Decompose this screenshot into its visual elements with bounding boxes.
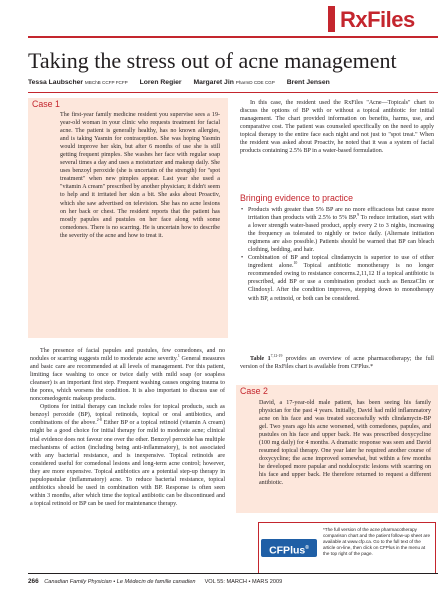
body-paragraph: The presence of facial papules and pustules, few comedones, and no nodules or scarring suggests mild to moderate acne severity.$^1$ General measures and basic care are recommended at all levels of management. For this patient, limiting face washing to once or twice daily with mild soap (or soapless cleanser) is an important first step. Frequent washing causes ongoing trauma to the pores, which worsens the condition. It is also important to discuss use of noncomedogenic makeup products.	[30, 348, 225, 403]
author-credentials: MBChB CCFP FCFP	[84, 80, 128, 85]
left-body	[30, 347, 225, 508]
case2-heading: Case 2	[240, 386, 268, 396]
reference-mark: 2-8	[96, 418, 102, 423]
table-note: Table 1$^{7,12-19}$ provides an overview of acne pharmacotherapy; the full version of the RxFiles chart is available from CFPlus.*	[240, 353, 434, 371]
list-item: • Products with greater than 5% BP are no more efficacious but cause more irritation than products with 2.5% to 5% BP.$^9$ To reduce irritation, start with a lower strength water-based product, apply every 2 to 3 nights, increasing the frequency as tolerated to nightly or twice daily. (Alternate initiation regimens are also possible.) Patients should be warned that BP can bleach clothing, bedding, and hair.	[248, 206, 434, 254]
author-name: Tessa Laubscher	[28, 79, 84, 86]
intro-paragraph: In this case, the resident used the RxFiles "Acne—Topicals" chart to discuss the options of BP with or without a topical antibiotic for initial management. The chart provided information on benefits, harms, use, and comparative cost. The patient was counseled specifically on the need to apply topical therapy to the entire face each night and not just to "spot treat." When the resident was asked about Proactiv, he noted that it was a system of facial products containing 2.5% BP in a water-based formulation.	[240, 100, 434, 155]
evidence-list	[240, 206, 434, 303]
author-name: Margaret Jin	[193, 79, 234, 86]
list-item: • Combination of BP and topical clindamycin is superior to use of either ingredient alone.$^{10}$ Topical antibiotic monotherapy is no longer recommended owing to resistance concerns.2,11,12 If a topical antibiotic is prescribed, add BP or use a combination product such as BenzaClin or Clindoxyl. After the condition improves, stepping down to monotherapy with BP, a retinoid, or both can be considered.	[248, 254, 434, 302]
reference-mark: 7,12-19	[270, 353, 283, 358]
cfplus-note: *The full version of the acne pharmacotherapy comparison chart and the patient follow-up sheet are available at www.cfp.ca. Go to the full text of the article on-line, then click on CFPlus in the menu at the top right of the page.	[323, 527, 430, 556]
reference-mark: 1	[177, 354, 180, 359]
evidence-heading: Bringing evidence to practice	[240, 193, 353, 203]
table-link[interactable]: Table 1	[250, 356, 271, 362]
brand-name: RxFiles	[340, 7, 415, 32]
right-intro	[240, 99, 434, 155]
article-title: Taking the stress out of acne management	[28, 48, 397, 73]
footer-rule	[28, 573, 438, 574]
top-rule	[28, 36, 438, 38]
reference-mark: 10	[293, 261, 298, 266]
cfplus-box	[258, 522, 436, 574]
author-name: Loren Regier	[139, 79, 182, 86]
case2-text	[259, 399, 431, 488]
reference-mark: 9	[357, 213, 360, 218]
issue-info: VOL 55: MARCH • MARS 2009	[204, 579, 283, 585]
author-line	[28, 79, 330, 86]
case2-paragraph: David, a 17-year-old male patient, has been seeing his family physician for the past 4 years. Initially, David had mild inflammatory acne on his face and was treated successfully with clindamycin-BP gel. Two years ago his acne worsened, with comedones, papules, and pustules on his face and upper back. He was prescribed doxycycline (100 mg daily) for 4 months. A dramatic response was seen and David resumed topical therapy. One year later he required another course of doxycycline; the acne improved somewhat, but within a few months he developed more papular and nodulocystic lesions with scarring on his face and upper back. He therefore returned to request a different antibiotic.	[259, 400, 431, 487]
cfplus-logo[interactable]: CFPlus®	[261, 539, 317, 557]
author-name: Brent Jensen	[286, 79, 330, 86]
case1-heading: Case 1	[32, 99, 60, 109]
case1-paragraph: The first-year family medicine resident you supervise sees a 19-year-old woman in your clinic who requests treatment for facial acne. The patient is generally healthy, has no known allergies, and is taking Yasmin for contraception. She was hoping Yasmin would improve her skin, but after 6 months of use she is still getting frequent pimples. She washes her face with regular soap several times a day and uses a moisturizer and makeup daily. She uses benzoyl peroxide (she is uncertain of the strength) for "spot treatment" when new pimples appear. Last year she used a "vitamin A cream" prescribed by another physician; it didn't seem to help and it irritated her skin a bit. She asks about Proactiv, which she saw advertised on television. She has no acne lesions on her back or chest. The resident reports that the patient has mostly papules and pustules on her face along with some comedones. There is no scarring. He is uncertain how to describe the severity of the acne and how to treat it.	[60, 112, 220, 239]
logo-bar	[328, 6, 335, 32]
author-credentials: PharmD CDE CGP	[235, 80, 275, 85]
page-number: 266	[28, 578, 39, 585]
case1-text	[60, 111, 220, 240]
author-rule	[28, 92, 438, 93]
rxfiles-logo	[328, 6, 438, 32]
body-paragraph: Options for initial therapy can include roles for topical products, such as benzoyl peroxide (BP), topical retinoids, topical or oral antibiotics, and combinations of the above.$^{2-8}$ Either BP or a topical retinoid (vitamin A cream) might be a good choice for initial therapy for mild to moderate acne; clinical trial evidence does not favour one over the other. Benzoyl peroxide has multiple mechanisms of action (including being anti-inflammatory), is not associated with any bacterial resistance, and is inexpensive. Topical retinoids are considered useful for comedonal lesions and long-term acne control; however, they are more expensive. Topical antibiotics are a potential step-up therapy in papulopustular (inflammatory) acne. To reduce bacterial resistance, topical antibiotics should be used in combination with BP. Response is often seen within 3 months, after which time the topical antibiotic can be discontinued and a topical retinoid or BP can be used for maintenance therapy.	[30, 404, 225, 507]
journal-name: Canadian Family Physician • Le Médecin de famille canadien	[44, 579, 196, 585]
